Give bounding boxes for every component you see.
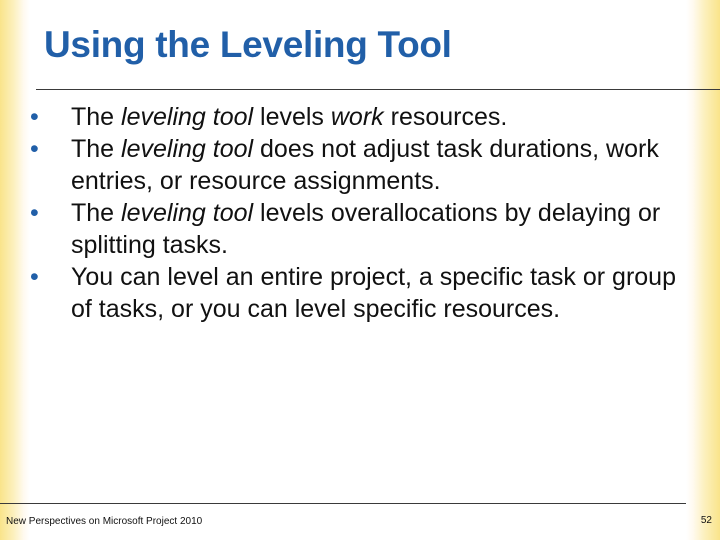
bullet-marker: •: [30, 135, 39, 163]
emphasis-text: work: [330, 103, 384, 131]
title-divider: [36, 89, 720, 90]
bullet-marker: •: [30, 263, 39, 291]
bullet-item: • The leveling tool levels work resources.: [30, 103, 508, 131]
left-decorative-band: [0, 0, 30, 540]
emphasis-text: leveling tool: [121, 103, 254, 131]
bullet-list: [30, 101, 680, 325]
emphasis-text: leveling tool: [121, 199, 254, 227]
emphasis-text: leveling tool: [121, 135, 254, 163]
page-number: 52: [700, 515, 712, 526]
footer-divider: [0, 503, 686, 504]
bullet-item: • You can level an entire project, a specific task or group of tasks, or you can level specific resources.: [30, 263, 676, 323]
right-decorative-band: [686, 0, 720, 540]
slide-title: Using the Leveling Tool: [44, 24, 452, 65]
bullet-item: • The leveling tool does not adjust task durations, work entries, or resource assignments.: [30, 135, 659, 195]
bullet-marker: •: [30, 199, 39, 227]
bullet-marker: •: [30, 103, 39, 131]
bullet-item: • The leveling tool levels overallocations by delaying or splitting tasks.: [30, 199, 661, 259]
footer-text: New Perspectives on Microsoft Project 2010: [6, 516, 203, 527]
